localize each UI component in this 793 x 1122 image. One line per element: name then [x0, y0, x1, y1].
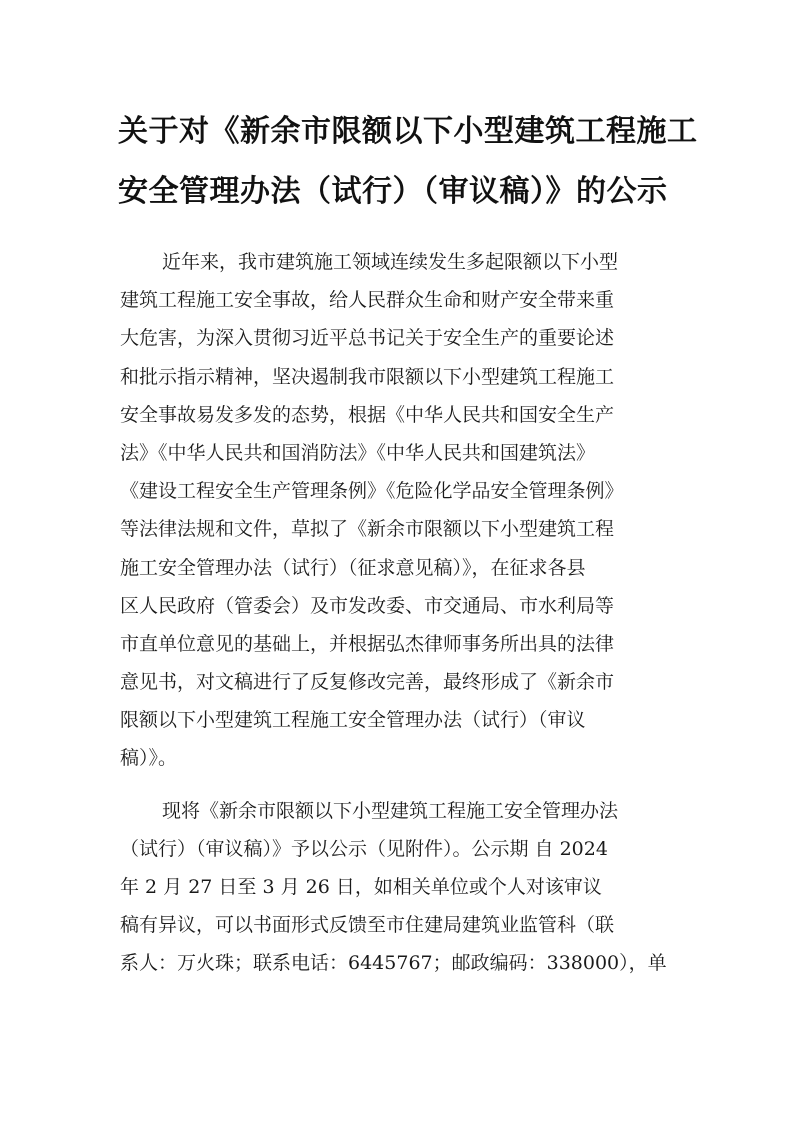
text-line: 系人：万火珠；联系电话：6445767；邮政编码：338000），单: [120, 952, 667, 975]
text-line: 建筑工程施工安全事故，给人民群众生命和财产安全带来重: [120, 289, 615, 312]
text-line: 法》《中华人民共和国消防法》《中华人民共和国建筑法》: [120, 441, 596, 464]
title-line-1: 关于对《新余市限额以下小型建筑工程施工: [118, 114, 698, 149]
document-body: [120, 243, 676, 983]
text-line: 区人民政府（管委会）及市发改委、市交通局、市水利局等: [120, 594, 615, 617]
text-line: 市直单位意见的基础上，并根据弘杰律师事务所出具的法律: [120, 632, 615, 655]
text-line: 近年来，我市建筑施工领域连续发生多起限额以下小型: [162, 251, 619, 273]
text-line: 等法律法规和文件，草拟了《新余市限额以下小型建筑工程: [120, 518, 615, 541]
text-line: 稿有异议，可以书面形式反馈至市住建局建筑业监管科（联: [120, 914, 615, 937]
paragraph-spacing: [120, 778, 676, 792]
text-line: 年 2 月 27 日至 3 月 26 日，如相关单位或个人对该审议: [120, 876, 602, 898]
text-line: 安全事故易发多发的态势，根据《中华人民共和国安全生产: [120, 403, 615, 426]
text-line: 现将《新余市限额以下小型建筑工程施工安全管理办法: [162, 799, 619, 822]
document-title: [118, 102, 698, 222]
text-line: 和批示指示精神，坚决遏制我市限额以下小型建筑工程施工: [120, 365, 615, 388]
paragraph-2: [120, 792, 676, 983]
text-line: （试行）（审议稿）》予以公示（见附件）。公示期 自 2024: [120, 837, 608, 860]
text-line: 施工安全管理办法（试行）（征求意见稿）》，在征求各县: [120, 556, 586, 579]
paragraph-1: [120, 243, 676, 778]
text-line: 大危害，为深入贯彻习近平总书记关于安全生产的重要论述: [120, 327, 615, 350]
text-line: 限额以下小型建筑工程施工安全管理办法（试行）（审议: [120, 709, 586, 732]
text-line: 稿）》。: [120, 747, 178, 770]
text-line: 《建设工程安全生产管理条例》《危险化学品安全管理条例》: [120, 480, 624, 503]
title-line-2: 安全管理办法（试行）（审议稿）》的公示: [118, 174, 668, 209]
text-line: 意见书，对文稿进行了反复修改完善，最终形成了《新余市: [120, 671, 615, 694]
